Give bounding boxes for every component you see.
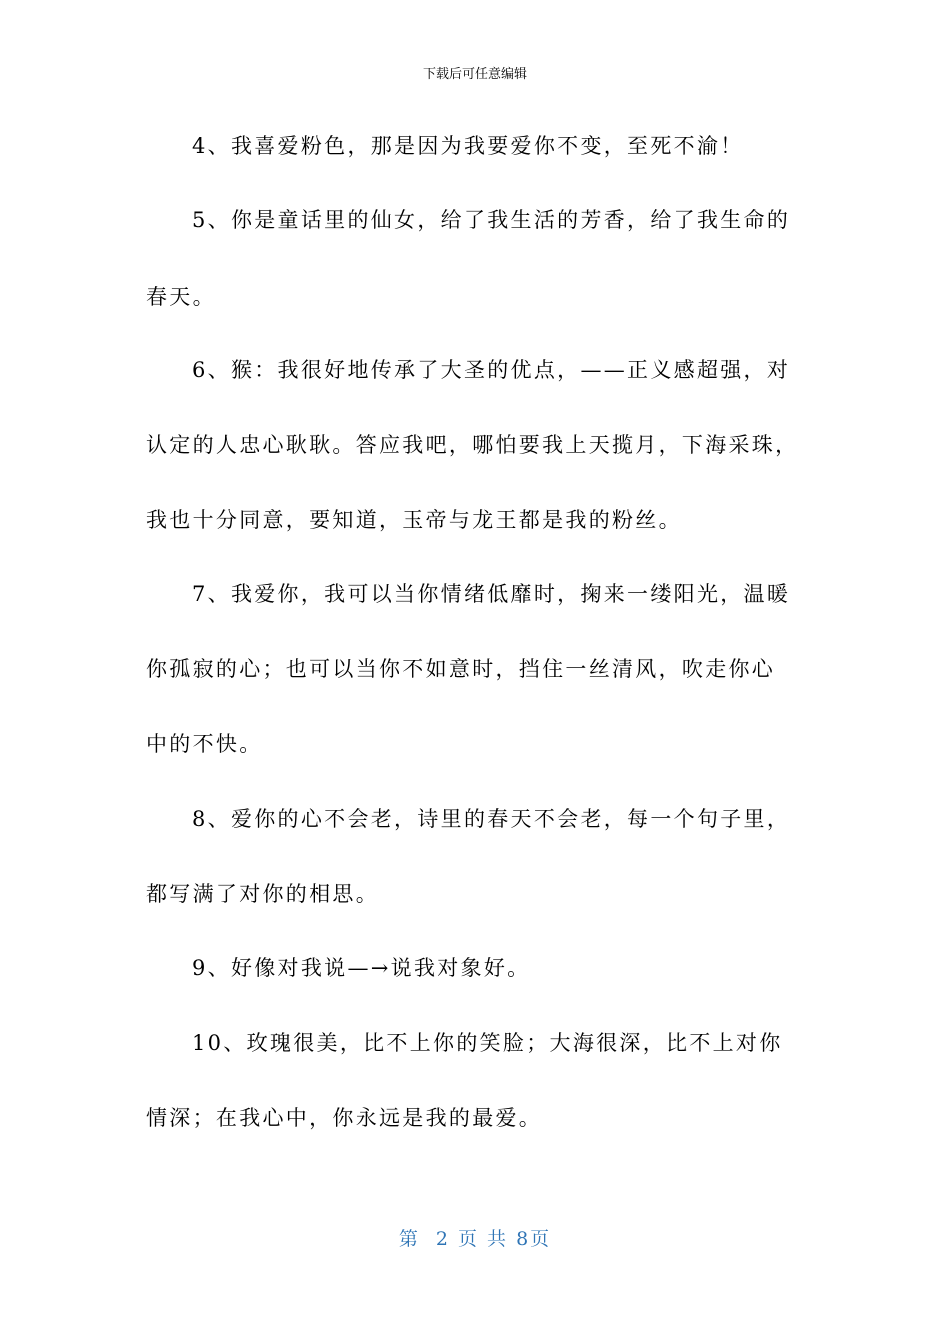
paragraph-9-line-1: 9、好像对我说—→说我对象好。 <box>192 956 531 980</box>
paragraph-5-line-2: 春天。 <box>146 285 216 309</box>
paragraph-7-line-3: 中的不快。 <box>146 732 263 756</box>
paragraph-6-line-3: 我也十分同意，要知道，玉帝与龙王都是我的粉丝。 <box>146 508 682 532</box>
paragraph-5-line-1: 5、你是童话里的仙女，给了我生活的芳香，给了我生命的 <box>192 208 791 232</box>
paragraph-10-line-2: 情深；在我心中，你永远是我的最爱。 <box>146 1106 543 1130</box>
paragraph-7-line-1: 7、我爱你，我可以当你情绪低靡时，掬来一缕阳光，温暖 <box>192 582 791 606</box>
paragraph-4-line-1: 4、我喜爱粉色，那是因为我要爱你不变，至死不渝！ <box>192 134 744 158</box>
page-header: 下载后可任意编辑 <box>422 67 527 82</box>
paragraph-10-line-1: 10、玫瑰很美，比不上你的笑脸；大海很深，比不上对你 <box>192 1031 783 1055</box>
paragraph-8-line-2: 都写满了对你的相思。 <box>146 882 379 906</box>
paragraph-6-line-1: 6、猴：我很好地传承了大圣的优点，——正义感超强，对 <box>192 358 791 382</box>
paragraph-7-line-2: 你孤寂的心；也可以当你不如意时，挡住一丝清风，吹走你心 <box>146 657 776 681</box>
paragraph-8-line-1: 8、爱你的心不会老，诗里的春天不会老，每一个句子里， <box>192 807 791 831</box>
paragraph-6-line-2: 认定的人忠心耿耿。答应我吧，哪怕要我上天揽月，下海采珠， <box>146 433 799 457</box>
page-number-footer: 第 2 页 共 8页 <box>398 1228 552 1250</box>
